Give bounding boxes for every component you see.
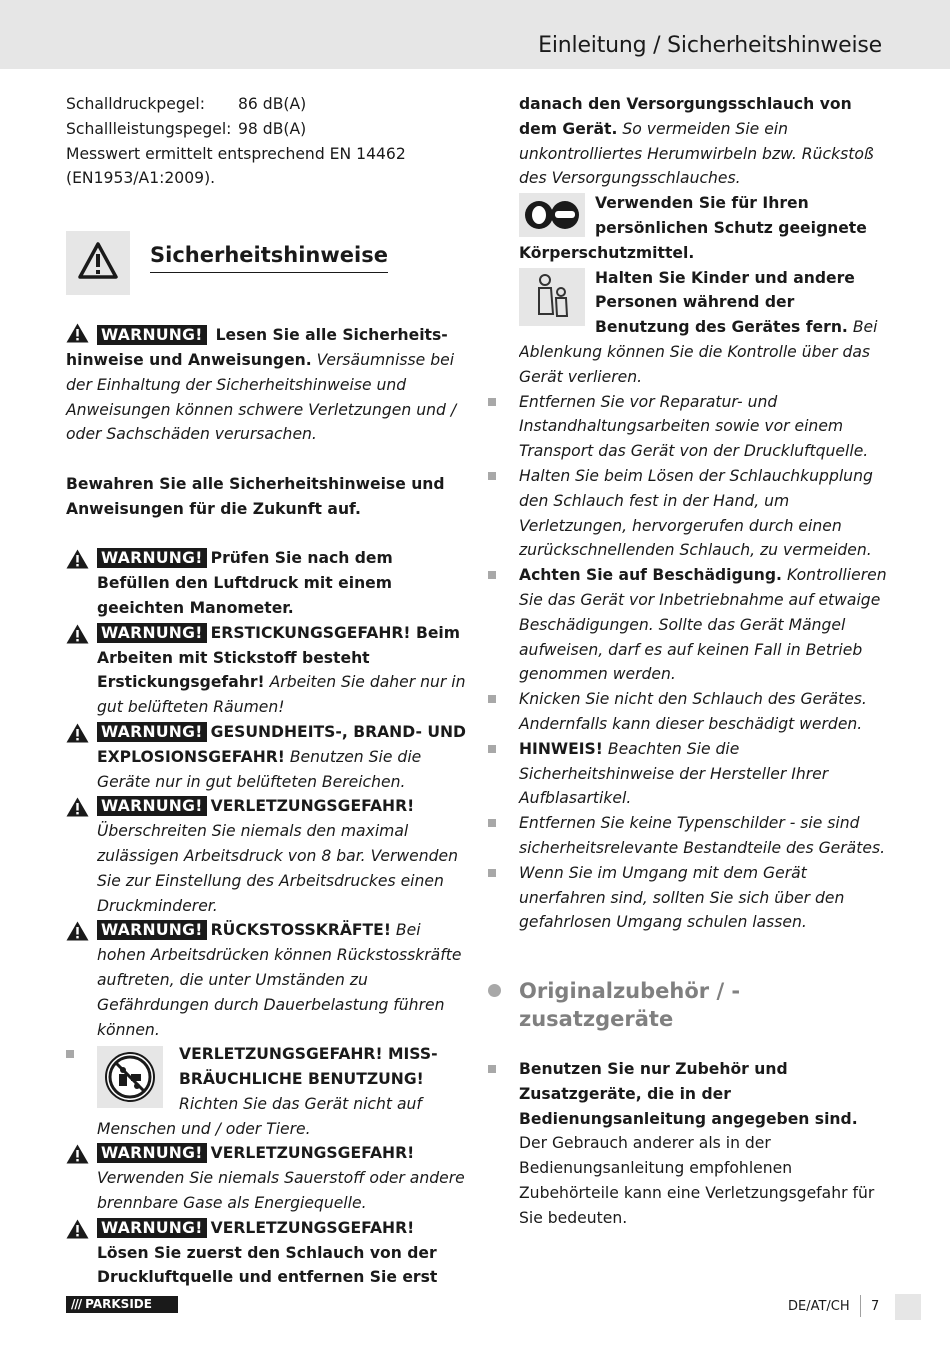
header-title: Einleitung / Sicherheitshinweise (538, 33, 882, 58)
warning-triangle-icon (66, 723, 89, 743)
list-item (519, 811, 887, 861)
left-column (66, 92, 466, 1290)
spec-row (66, 92, 466, 117)
warning-item (66, 621, 466, 720)
warning-badge: WARNUNG! (97, 920, 207, 940)
warning-text: Benutzen Sie die Geräte nur in gut belüfteten Bereichen. (97, 747, 422, 791)
bullet-square (488, 745, 496, 753)
children-item (519, 266, 887, 390)
right-column (519, 92, 887, 1231)
bullet-square (488, 398, 496, 406)
warning-item (66, 794, 466, 918)
warning-item (66, 546, 466, 620)
warning-badge: WARNUNG! (97, 1143, 207, 1163)
warning-triangle-icon (66, 624, 89, 644)
warning-text: Versäumnisse bei der Einhaltung der Sicherheitshinweise und Anweisungen können schwere Verletzungen und / oder Sachschäden verursachen. (66, 350, 457, 444)
warning-bold: VERLETZUNGSGEFAHR! Lösen Sie zuerst den Schlauch von der Druckluftquelle und entfernen Sie erst (97, 1218, 438, 1287)
warning-item (66, 1216, 466, 1290)
parkside-logo (66, 1296, 178, 1313)
bullet-square (488, 571, 496, 579)
page-tab-marker (895, 1294, 921, 1320)
spec-value: 86 dB(A) (238, 95, 307, 113)
warning-triangle-icon (66, 1144, 89, 1164)
warning-bold: GESUNDHEITS-, BRAND- UND EXPLOSIONSGEFAHR! (97, 722, 466, 766)
misuse-text: Richten Sie das Gerät nicht auf Menschen und / oder Tiere. (97, 1094, 422, 1138)
warning-text: Verwenden Sie niemals Sauerstoff oder andere brennbare Gase als Energiequelle. (97, 1169, 465, 1213)
warning-bold: VERLETZUNGSGEFAHR! (210, 1144, 415, 1163)
list-item-text: Kontrollieren Sie das Gerät vor Inbetriebnahme auf etwaige Beschädigungen. Sollte das Gerät Mängel aufweisen, darf es auf keinen Fall in Betrieb genommen werden. (519, 566, 887, 684)
warning-bold: ERSTICKUNGSGEFAHR! Beim Arbeiten mit Stickstoff besteht Erstickungsgefahr! (97, 623, 461, 692)
list-item-text: Wenn Sie im Umgang mit dem Gerät unerfahren sind, sollten Sie sich über den gefahrlosen Umgang schulen lassen. (519, 863, 845, 932)
section-title: Sicherheitshinweise (150, 241, 388, 273)
warning-bold: Lesen Sie alle Sicherheitshinweise und Anweisungen. (66, 326, 448, 369)
keep-note: Bewahren Sie alle Sicherheitshinweise und Anweisungen für die Zukunft auf. (66, 474, 445, 518)
accessory-text: Der Gebrauch anderer als in der Bedienungsanleitung empfohlenen Zubehörteile kann eine Verletzungsgefahr für Sie bedeuten. (519, 1134, 875, 1227)
spec-row (66, 117, 466, 142)
misuse-bold: VERLETZUNGSGEFAHR! MISSBRÄUCHLICHE BENUTZUNG! (179, 1045, 438, 1089)
spec-value: 98 dB(A) (238, 119, 307, 138)
list-item (519, 390, 887, 464)
list-item-text: Entfernen Sie keine Typenschilder - sie sind sicherheitsrelevante Bestandteile des Gerätes. (519, 814, 886, 857)
section2-title: Originalzubehör / -zusatzgeräte (519, 979, 741, 1032)
footer-divider (860, 1295, 861, 1317)
keep-children-away-icon (519, 268, 585, 326)
warning-intro (66, 323, 466, 447)
spec-label: Schallleistungspegel: (66, 119, 232, 138)
list-item (519, 687, 887, 737)
children-text: Bei Ablenkung können Sie die Kontrolle über das Gerät verlieren. (519, 318, 878, 386)
warning-badge: WARNUNG! (97, 796, 207, 816)
no-pointing-at-people-icon (97, 1046, 163, 1108)
warning-bold: Prüfen Sie nach dem Befüllen den Luftdruck mit einem geeichten Manometer. (97, 549, 393, 617)
warning-badge: WARNUNG! (97, 722, 207, 742)
list-item (519, 861, 887, 935)
warning-badge: WARNUNG! (97, 548, 207, 568)
ear-eye-protection-icon (519, 193, 585, 237)
list-item-text: Beachten Sie die Sicherheitshinweise der Hersteller Ihrer Aufblasartikel. (519, 739, 829, 808)
continued-bold: danach den Versorgungsschlauch von dem Gerät. (519, 95, 852, 138)
accessory-bold: Benutzen Sie nur Zubehör und Zusatzgeräte, die in der Bedienungsanleitung angegeben sind. (519, 1060, 858, 1128)
protection-item (519, 191, 887, 265)
accessory-item (519, 1057, 887, 1231)
section2-heading (519, 977, 887, 1033)
warning-badge: WARNUNG! (97, 623, 207, 643)
misuse-item (66, 1042, 466, 1141)
list-item (519, 563, 887, 687)
measure-note: Messwert ermittelt entsprechend EN 14462 (EN1953/A1:2009). (66, 144, 406, 188)
list-item (519, 737, 887, 811)
bullet-square (66, 1050, 74, 1058)
list-item-text: Knicken Sie nicht den Schlauch des Gerätes. Andernfalls kann dieser beschädigt werden. (519, 690, 867, 733)
list-item (519, 464, 887, 563)
warning-triangle-icon (66, 549, 89, 569)
section-heading (66, 231, 466, 323)
warning-badge: WARNUNG! (97, 325, 207, 345)
warning-triangle-icon (66, 323, 89, 343)
list-item-bold: Achten Sie auf Beschädigung. (519, 566, 782, 585)
spec-label: Schalldruckpegel: (66, 95, 205, 113)
warning-triangle-icon (66, 921, 89, 941)
warning-triangle-icon (66, 797, 89, 817)
list-item-text: Entfernen Sie vor Reparatur- und Instandhaltungsarbeiten sowie vor einem Transport das Gerät von der Druckluftquelle. (519, 392, 869, 461)
warning-item (66, 1141, 466, 1215)
protection-bold: Verwenden Sie für Ihren persönlichen Schutz geeignete Körperschutzmittel. (519, 194, 867, 262)
bullet-square (488, 1065, 496, 1073)
bullet-square (488, 695, 496, 703)
list-item-bold: HINWEIS! (519, 739, 603, 758)
continued-text: So vermeiden Sie ein unkontrolliertes Herumwirbeln bzw. Rückstoß des Versorgungsschlauches. (519, 119, 874, 188)
page-header (0, 0, 950, 69)
warning-item (66, 720, 466, 794)
bullet-square (488, 819, 496, 827)
warning-text: Bei hohen Arbeitsdrücken können Rückstosskräfte auftreten, die unter Umständen zu Gefährdungen durch Dauerbelastung führen können. (97, 921, 462, 1039)
continued-warning (519, 92, 887, 191)
warning-text: Arbeiten Sie daher nur in gut belüfteten Räumen! (97, 673, 466, 717)
country-codes: DE/AT/CH (788, 1299, 850, 1314)
warning-bold: VERLETZUNGSGEFAHR! (210, 797, 415, 816)
warning-triangle-icon (66, 231, 130, 295)
logo-brand: PARKSIDE (85, 1297, 152, 1311)
warning-item (66, 918, 466, 1042)
bullet-square (488, 869, 496, 877)
bullet-dot (488, 984, 501, 997)
warning-badge: WARNUNG! (97, 1218, 207, 1238)
page-number: 7 (871, 1299, 880, 1314)
bullet-square (488, 472, 496, 480)
warning-text: Überschreiten Sie niemals den maximal zulässigen Arbeitsdruck von 8 bar. Verwenden Sie zur Einstellung des Arbeitsdruckes einen Druckminderer. (97, 822, 458, 915)
warning-bold: RÜCKSTOSSKRÄFTE! (210, 921, 391, 940)
warning-triangle-icon (66, 1219, 89, 1239)
list-item-text: Halten Sie beim Lösen der Schlauchkupplung den Schlauch fest in der Hand, um Verletzungen, hervorgerufen durch einen zurückschnellenden Schlauch, zu vermeiden. (519, 466, 873, 560)
logo-slashes: /// (71, 1297, 82, 1311)
children-bold: Halten Sie Kinder und andere Personen während der Benutzung des Gerätes fern. (595, 268, 855, 337)
